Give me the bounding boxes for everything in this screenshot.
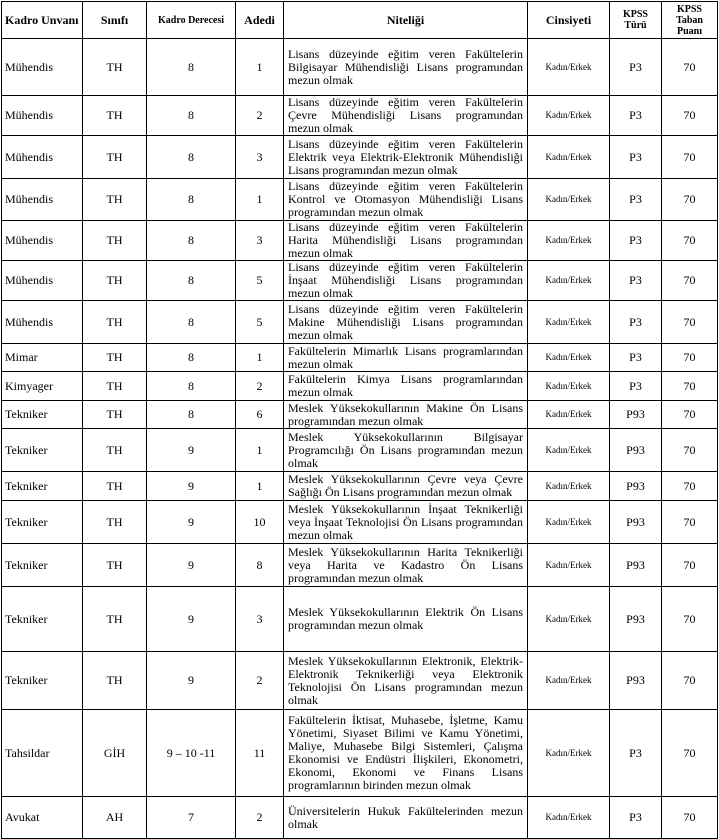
table-row bbox=[2, 179, 718, 221]
cell-adet: 10 bbox=[236, 501, 284, 544]
cell-unvan: Tahsildar bbox=[2, 710, 83, 797]
cell-cinsiyet: Kadın/Erkek bbox=[528, 261, 610, 301]
cell-puan: 70 bbox=[662, 401, 718, 429]
cell-nitelik: Lisans düzeyinde eğitim veren Fakültelerin Harita Mühendisliği Lisans programından mezun olmak bbox=[284, 221, 528, 261]
cell-derece: 8 bbox=[147, 136, 236, 179]
cell-derece: 9 bbox=[147, 429, 236, 472]
table-row bbox=[2, 797, 718, 839]
table-row bbox=[2, 39, 718, 96]
header-adedi: Adedi bbox=[236, 2, 284, 39]
cell-sinif: TH bbox=[83, 344, 147, 372]
cell-unvan: Tekniker bbox=[2, 652, 83, 710]
cell-cinsiyet: Kadın/Erkek bbox=[528, 710, 610, 797]
cell-adet: 2 bbox=[236, 652, 284, 710]
cell-unvan: Tekniker bbox=[2, 401, 83, 429]
cell-puan: 70 bbox=[662, 136, 718, 179]
cell-sinif: GİH bbox=[83, 710, 147, 797]
cell-puan: 70 bbox=[662, 96, 718, 136]
header-row bbox=[2, 2, 718, 39]
table-row bbox=[2, 261, 718, 301]
cell-kpss: P3 bbox=[610, 39, 662, 96]
cell-sinif: AH bbox=[83, 797, 147, 839]
table-row bbox=[2, 136, 718, 179]
cell-adet: 3 bbox=[236, 136, 284, 179]
cell-puan: 70 bbox=[662, 221, 718, 261]
cell-nitelik: Lisans düzeyinde eğitim veren Fakültelerin Kontrol ve Otomasyon Mühendisliği Lisans programından mezun olmak bbox=[284, 179, 528, 221]
header-kadro-derecesi: Kadro Derecesi bbox=[147, 2, 236, 39]
cell-kpss: P3 bbox=[610, 797, 662, 839]
cell-cinsiyet: Kadın/Erkek bbox=[528, 301, 610, 344]
header-kadro-unvani: Kadro Unvanı bbox=[2, 2, 83, 39]
cell-adet: 11 bbox=[236, 710, 284, 797]
cell-derece: 9 bbox=[147, 544, 236, 587]
cell-unvan: Kimyager bbox=[2, 372, 83, 401]
cell-sinif: TH bbox=[83, 587, 147, 652]
cell-kpss: P3 bbox=[610, 221, 662, 261]
cell-puan: 70 bbox=[662, 429, 718, 472]
cell-nitelik: Meslek Yüksekokullarının Çevre veya Çevre Sağlığı Ön Lisans programından mezun olmak bbox=[284, 472, 528, 501]
cell-cinsiyet: Kadın/Erkek bbox=[528, 221, 610, 261]
cell-nitelik: Meslek Yüksekokullarının Elektrik Ön Lisans programından mezun olmak bbox=[284, 587, 528, 652]
table-row bbox=[2, 652, 718, 710]
table-row bbox=[2, 372, 718, 401]
cell-unvan: Tekniker bbox=[2, 501, 83, 544]
table-row bbox=[2, 301, 718, 344]
cell-puan: 70 bbox=[662, 501, 718, 544]
cell-sinif: TH bbox=[83, 401, 147, 429]
cell-puan: 70 bbox=[662, 344, 718, 372]
cell-cinsiyet: Kadın/Erkek bbox=[528, 344, 610, 372]
cell-unvan: Tekniker bbox=[2, 587, 83, 652]
cell-kpss: P93 bbox=[610, 544, 662, 587]
cell-adet: 5 bbox=[236, 261, 284, 301]
header-sinifi: Sınıfı bbox=[83, 2, 147, 39]
cell-cinsiyet: Kadın/Erkek bbox=[528, 587, 610, 652]
cell-puan: 70 bbox=[662, 797, 718, 839]
cell-derece: 8 bbox=[147, 372, 236, 401]
cell-puan: 70 bbox=[662, 372, 718, 401]
cell-sinif: TH bbox=[83, 472, 147, 501]
cell-unvan: Tekniker bbox=[2, 544, 83, 587]
cell-kpss: P93 bbox=[610, 429, 662, 472]
cell-cinsiyet: Kadın/Erkek bbox=[528, 372, 610, 401]
cell-sinif: TH bbox=[83, 96, 147, 136]
cell-sinif: TH bbox=[83, 501, 147, 544]
cell-cinsiyet: Kadın/Erkek bbox=[528, 544, 610, 587]
cell-nitelik: Meslek Yüksekokullarının Elektronik, Elektrik-Elektronik Teknikerliği veya Elektronik Teknolojisi Ön Lisans programından mezun olmak bbox=[284, 652, 528, 710]
header-kpss-turu: KPSS Türü bbox=[610, 2, 662, 39]
table-row bbox=[2, 544, 718, 587]
cell-sinif: TH bbox=[83, 372, 147, 401]
cell-adet: 2 bbox=[236, 96, 284, 136]
cell-derece: 9 bbox=[147, 652, 236, 710]
cell-cinsiyet: Kadın/Erkek bbox=[528, 136, 610, 179]
cell-sinif: TH bbox=[83, 179, 147, 221]
cell-kpss: P3 bbox=[610, 136, 662, 179]
cell-adet: 1 bbox=[236, 429, 284, 472]
cell-unvan: Tekniker bbox=[2, 429, 83, 472]
cell-puan: 70 bbox=[662, 587, 718, 652]
cell-derece: 8 bbox=[147, 401, 236, 429]
cell-derece: 9 bbox=[147, 587, 236, 652]
cell-derece: 8 bbox=[147, 301, 236, 344]
cell-adet: 3 bbox=[236, 221, 284, 261]
table-row bbox=[2, 429, 718, 472]
cell-kpss: P3 bbox=[610, 179, 662, 221]
cell-nitelik: Lisans düzeyinde eğitim veren Fakültelerin Makine Mühendisliği Lisans programından mezun olmak bbox=[284, 301, 528, 344]
cell-nitelik: Meslek Yüksekokullarının İnşaat Teknikerliği veya İnşaat Teknolojisi Ön Lisans programından mezun olmak bbox=[284, 501, 528, 544]
table-row bbox=[2, 501, 718, 544]
cell-kpss: P3 bbox=[610, 372, 662, 401]
cell-derece: 8 bbox=[147, 221, 236, 261]
kadro-table bbox=[1, 1, 718, 839]
cell-unvan: Tekniker bbox=[2, 472, 83, 501]
cell-cinsiyet: Kadın/Erkek bbox=[528, 501, 610, 544]
cell-derece: 8 bbox=[147, 179, 236, 221]
cell-unvan: Mühendis bbox=[2, 96, 83, 136]
cell-sinif: TH bbox=[83, 301, 147, 344]
cell-puan: 70 bbox=[662, 652, 718, 710]
cell-sinif: TH bbox=[83, 429, 147, 472]
cell-unvan: Mühendis bbox=[2, 221, 83, 261]
cell-puan: 70 bbox=[662, 544, 718, 587]
cell-derece: 8 bbox=[147, 344, 236, 372]
cell-nitelik: Fakültelerin Kimya Lisans programlarından mezun olmak bbox=[284, 372, 528, 401]
cell-kpss: P3 bbox=[610, 710, 662, 797]
cell-adet: 1 bbox=[236, 179, 284, 221]
cell-derece: 9 – 10 -11 bbox=[147, 710, 236, 797]
cell-nitelik: Üniversitelerin Hukuk Fakültelerinden mezun olmak bbox=[284, 797, 528, 839]
cell-unvan: Mimar bbox=[2, 344, 83, 372]
cell-kpss: P3 bbox=[610, 96, 662, 136]
cell-sinif: TH bbox=[83, 652, 147, 710]
cell-puan: 70 bbox=[662, 301, 718, 344]
cell-puan: 70 bbox=[662, 710, 718, 797]
table-row bbox=[2, 96, 718, 136]
cell-cinsiyet: Kadın/Erkek bbox=[528, 179, 610, 221]
cell-unvan: Mühendis bbox=[2, 261, 83, 301]
cell-adet: 2 bbox=[236, 372, 284, 401]
table-row bbox=[2, 587, 718, 652]
cell-nitelik: Meslek Yüksekokullarının Makine Ön Lisans programından mezun olmak bbox=[284, 401, 528, 429]
cell-derece: 7 bbox=[147, 797, 236, 839]
cell-adet: 1 bbox=[236, 472, 284, 501]
cell-derece: 8 bbox=[147, 96, 236, 136]
cell-kpss: P93 bbox=[610, 501, 662, 544]
cell-nitelik: Lisans düzeyinde eğitim veren Fakültelerin Elektrik veya Elektrik-Elektronik Mühendisliği Lisans programından mezun olmak bbox=[284, 136, 528, 179]
cell-puan: 70 bbox=[662, 179, 718, 221]
cell-adet: 2 bbox=[236, 797, 284, 839]
cell-derece: 9 bbox=[147, 501, 236, 544]
table-row bbox=[2, 472, 718, 501]
table-row bbox=[2, 221, 718, 261]
cell-cinsiyet: Kadın/Erkek bbox=[528, 401, 610, 429]
cell-kpss: P93 bbox=[610, 472, 662, 501]
cell-nitelik: Fakültelerin İktisat, Muhasebe, İşletme, Kamu Yönetimi, Siyaset Bilimi ve Kamu Yönetimi, Maliye, Muhasebe Bilgi Sistemleri, Çalışma Ekonomisi ve Endüstri İlişkileri, Ekonometri, Ekonomi, Ekonomi ve Finans Lisans programlarının birinden mezun olmak bbox=[284, 710, 528, 797]
cell-nitelik: Fakültelerin Mimarlık Lisans programlarından mezun olmak bbox=[284, 344, 528, 372]
cell-puan: 70 bbox=[662, 472, 718, 501]
cell-adet: 8 bbox=[236, 544, 284, 587]
cell-cinsiyet: Kadın/Erkek bbox=[528, 472, 610, 501]
cell-sinif: TH bbox=[83, 39, 147, 96]
header-kpss-taban-puani: KPSS Taban Puanı bbox=[662, 2, 718, 39]
cell-unvan: Mühendis bbox=[2, 301, 83, 344]
cell-sinif: TH bbox=[83, 261, 147, 301]
cell-sinif: TH bbox=[83, 221, 147, 261]
cell-unvan: Mühendis bbox=[2, 179, 83, 221]
cell-kpss: P3 bbox=[610, 261, 662, 301]
cell-adet: 1 bbox=[236, 344, 284, 372]
cell-nitelik: Lisans düzeyinde eğitim veren Fakültelerin İnşaat Mühendisliği Lisans programından mezun olmak bbox=[284, 261, 528, 301]
cell-cinsiyet: Kadın/Erkek bbox=[528, 96, 610, 136]
cell-kpss: P93 bbox=[610, 587, 662, 652]
cell-nitelik: Lisans düzeyinde eğitim veren Fakültelerin Çevre Mühendisliği Lisans programından mezun olmak bbox=[284, 96, 528, 136]
cell-unvan: Avukat bbox=[2, 797, 83, 839]
cell-kpss: P3 bbox=[610, 301, 662, 344]
cell-sinif: TH bbox=[83, 136, 147, 179]
cell-kpss: P3 bbox=[610, 344, 662, 372]
cell-adet: 1 bbox=[236, 39, 284, 96]
cell-cinsiyet: Kadın/Erkek bbox=[528, 652, 610, 710]
cell-kpss: P93 bbox=[610, 401, 662, 429]
cell-unvan: Mühendis bbox=[2, 39, 83, 96]
cell-adet: 3 bbox=[236, 587, 284, 652]
cell-cinsiyet: Kadın/Erkek bbox=[528, 797, 610, 839]
header-niteligi: Niteliği bbox=[284, 2, 528, 39]
cell-adet: 6 bbox=[236, 401, 284, 429]
cell-adet: 5 bbox=[236, 301, 284, 344]
table-row bbox=[2, 710, 718, 797]
cell-nitelik: Meslek Yüksekokullarının Harita Teknikerliği veya Harita ve Kadastro Ön Lisans programından mezun olmak bbox=[284, 544, 528, 587]
cell-kpss: P93 bbox=[610, 652, 662, 710]
cell-puan: 70 bbox=[662, 39, 718, 96]
cell-cinsiyet: Kadın/Erkek bbox=[528, 429, 610, 472]
cell-nitelik: Lisans düzeyinde eğitim veren Fakültelerin Bilgisayar Mühendisliği Lisans programından mezun olmak bbox=[284, 39, 528, 96]
cell-cinsiyet: Kadın/Erkek bbox=[528, 39, 610, 96]
header-cinsiyeti: Cinsiyeti bbox=[528, 2, 610, 39]
cell-derece: 8 bbox=[147, 261, 236, 301]
cell-sinif: TH bbox=[83, 544, 147, 587]
cell-nitelik: Meslek Yüksekokullarının Bilgisayar Programcılığı Ön Lisans programından mezun olmak bbox=[284, 429, 528, 472]
cell-puan: 70 bbox=[662, 261, 718, 301]
cell-derece: 8 bbox=[147, 39, 236, 96]
table-row bbox=[2, 401, 718, 429]
table-row bbox=[2, 344, 718, 372]
cell-unvan: Mühendis bbox=[2, 136, 83, 179]
cell-derece: 9 bbox=[147, 472, 236, 501]
